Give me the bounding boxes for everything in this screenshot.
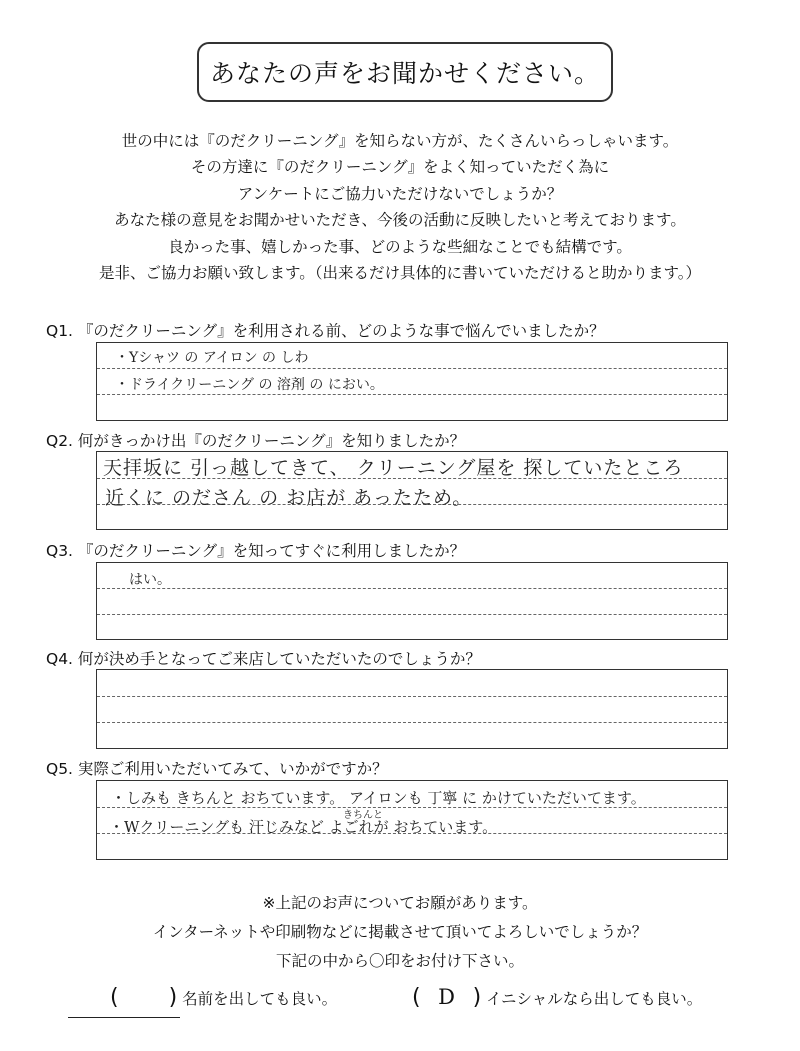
- question-5: Q5. 実際ご利用いただいてみて、いかがですか？: [46, 760, 388, 778]
- choice-name-label: 名前を出しても良い。: [182, 990, 338, 1008]
- answer-rule: [97, 722, 727, 723]
- open-paren: (: [110, 985, 119, 1010]
- intro-line: その方達に『のだクリーニング』をよく知っていただく為に: [190, 158, 610, 177]
- handwritten-answer: ・Wクリーニングも 汗じみなど よごれが おちています。: [109, 818, 498, 836]
- handwritten-annotation: きちんと: [343, 810, 383, 821]
- open-paren: (: [412, 985, 421, 1010]
- handwritten-answer: 天拝坂に 引っ越してきて、 クリーニング屋を 探していたところ: [103, 457, 684, 479]
- choice-initial[interactable]: [412, 985, 702, 1010]
- handwritten-answer: ・ドライクリーニング の 溶剤 の におい。: [115, 377, 384, 393]
- close-paren: ): [168, 985, 178, 1010]
- intro-line: 世の中には『のだクリーニング』を知らない方が、たくさんいらっしゃいます。: [121, 132, 679, 150]
- answer-box-3: [96, 562, 728, 640]
- intro-line: 良かった事、嬉しかった事、どのような些細なことでも結構です。: [168, 237, 632, 256]
- answer-box-4: [96, 669, 728, 749]
- question-4: Q4. 何が決め手となってご来店していただいたのでしょうか？: [46, 650, 481, 668]
- publication-request: [60, 889, 740, 976]
- handwritten-answer: 近くに のださん の お店が あったため。: [105, 487, 473, 509]
- close-paren: ): [472, 985, 482, 1010]
- divider: [68, 1017, 180, 1018]
- intro-text: [60, 128, 740, 286]
- answer-box-1: [96, 342, 728, 421]
- question-1: Q1. 『のだクリーニング』を利用される前、どのような事で悩んでいましたか？: [46, 322, 605, 340]
- intro-line: 是非、ご協力お願い致します。（出来るだけ具体的に書いていただけると助かります。）: [98, 264, 702, 283]
- choice-initial-mark: D: [438, 985, 456, 1009]
- handwritten-answer: はい。: [129, 572, 171, 588]
- request-line: 下記の中から〇印をお付け下さい。: [275, 952, 524, 970]
- answer-rule: [97, 394, 727, 395]
- choice-initial-label: イニシャルなら出しても良い。: [486, 990, 703, 1008]
- intro-line: あなた様の意見をお聞かせいただき、今後の活動に反映したいと考えております。: [114, 211, 686, 230]
- intro-line: アンケートにご協力いただけないでしょうか？: [237, 184, 563, 203]
- question-3: Q3. 『のだクリーニング』を知ってすぐに利用しましたか？: [46, 542, 466, 560]
- handwritten-answer: ・しみも きちんと おちています。 アイロンも 丁寧 に かけていただいてます。: [111, 789, 646, 807]
- answer-box-5: [96, 780, 728, 860]
- answer-rule: [97, 614, 727, 615]
- page-title: あなたの声をお聞かせください。: [197, 42, 613, 102]
- answer-rule: [97, 588, 727, 589]
- request-line: ※上記のお声についてお願があります。: [262, 894, 538, 912]
- question-2: Q2. 何がきっかけ出『のだクリーニング』を知りましたか？: [46, 432, 466, 450]
- request-line: インターネットや印刷物などに掲載させて頂いてよろしいでしょうか？: [152, 923, 648, 941]
- handwritten-answer: ・Yシャツ の アイロン の しわ: [115, 350, 309, 366]
- choice-name[interactable]: [110, 985, 337, 1010]
- answer-box-2: [96, 451, 728, 530]
- answer-rule: [97, 696, 727, 697]
- answer-rule: [97, 368, 727, 369]
